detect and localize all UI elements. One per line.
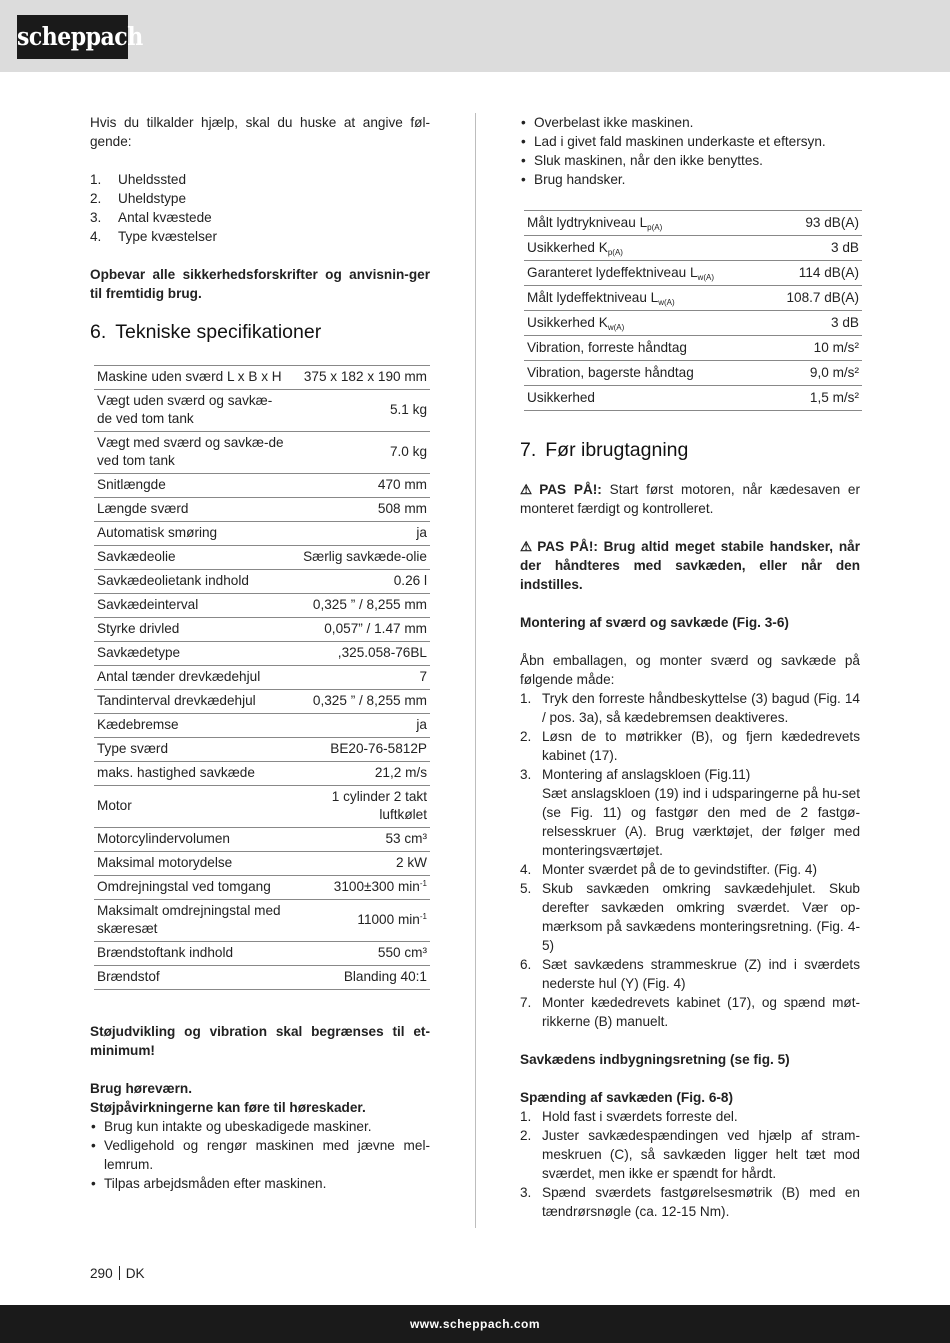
- spec-row: [94, 852, 430, 876]
- bullet-item: • Brug kun intakte og ubeskadigede maskiner.: [90, 1117, 430, 1136]
- spec-value: [290, 852, 430, 876]
- noise-value: 114 dB(A): [764, 261, 862, 286]
- spec-value-text: 508 mm: [377, 501, 427, 516]
- warning-text: Start først motoren, når kædesaven er monteret færdigt og kontrolleret.: [520, 482, 861, 516]
- step-number: 4.: [520, 862, 532, 877]
- step-text: Monter sværdet på de to gevindstifter. (Fig. 4): [542, 862, 818, 877]
- noise-subscript: w(A): [697, 273, 714, 282]
- spec-label: Styrke drivled: [94, 618, 290, 642]
- noise-subscript: p(A): [607, 248, 623, 257]
- spec-value-text: 0,057” / 1.47 mm: [324, 621, 427, 636]
- spec-row: [94, 498, 430, 522]
- left-bullet-list: [90, 1117, 430, 1193]
- chain-direction-heading: Savkædens indbygningsretning (se fig. 5): [520, 1052, 790, 1067]
- noise-label: [524, 336, 764, 361]
- spec-value-text: 550 cm³: [377, 945, 427, 960]
- spec-label: Maksimalt omdrejningstal med skæresæt: [94, 900, 290, 942]
- spec-value: [290, 666, 430, 690]
- keep-instructions-note: Opbevar alle sikkerhedsforskrifter og anvisnin-ger til fremtidig brug.: [90, 267, 430, 301]
- spec-value: [290, 546, 430, 570]
- language-code: DK: [125, 1266, 145, 1281]
- spec-row: [94, 786, 430, 828]
- spec-value-text: Særlig savkæde-olie: [303, 549, 427, 564]
- spec-value-text: ,325.058-76BL: [337, 645, 427, 660]
- hearing-damage-note: Støjpåvirkningerne kan føre til høreskader.: [90, 1100, 366, 1115]
- spec-value: [290, 714, 430, 738]
- header-bar: [0, 0, 950, 72]
- step-number: 2.: [520, 729, 532, 744]
- spec-label: Kædebremse: [94, 714, 290, 738]
- tech-spec-table: [94, 365, 430, 990]
- spec-value-text: BE20-76-5812P: [330, 741, 427, 756]
- noise-value: 108.7 dB(A): [764, 286, 862, 311]
- step-text: Spænd sværdets fastgørelsesmøtrik (B) med en tændrørsnøgle (ca. 12-15 Nm).: [542, 1185, 860, 1219]
- section-7-heading: [520, 437, 860, 463]
- step-number: 2.: [520, 1128, 532, 1143]
- spec-value-text: Blanding 40:1: [343, 969, 427, 984]
- noise-label-text: Usikkerhed: [527, 390, 595, 405]
- noise-label-text: Vibration, bagerste håndtag: [527, 365, 694, 380]
- spec-label: Omdrejningstal ved tomgang: [94, 876, 290, 900]
- right-column: [520, 113, 860, 1221]
- spec-row: [94, 594, 430, 618]
- spec-value-text: 470 mm: [377, 477, 427, 492]
- chain-tension-heading: Spænding af savkæden (Fig. 6-8): [520, 1090, 733, 1105]
- spec-value-text: 375 x 182 x 190 mm: [303, 369, 427, 384]
- spec-value-text: 3100±300 min: [333, 879, 420, 894]
- step-text: Tryk den forreste håndbeskyttelse (3) bagud (Fig. 14 / pos. 3a), så kædebremsen deaktiveres.: [542, 691, 860, 725]
- noise-label-text: Målt lydtrykniveau L: [527, 215, 648, 230]
- spec-row: [94, 828, 430, 852]
- noise-row: [524, 236, 862, 261]
- tension-steps: [520, 1107, 860, 1221]
- spec-label: Motorcylindervolumen: [94, 828, 290, 852]
- noise-row: [524, 336, 862, 361]
- step-number: 7.: [520, 995, 532, 1010]
- noise-label: [524, 386, 764, 411]
- spec-value-text: 7.0 kg: [389, 444, 427, 459]
- spec-value-text: 21,2 m/s: [374, 765, 427, 780]
- help-list-item: [90, 189, 430, 208]
- spec-label: Vægt med sværd og savkæ-de ved tom tank: [94, 432, 290, 474]
- website-url: www.scheppach.com: [409, 1317, 541, 1331]
- spec-row: [94, 690, 430, 714]
- spec-value: [290, 942, 430, 966]
- bullet-item: • Sluk maskinen, når den ikke benyttes.: [520, 151, 860, 170]
- bullet-item: • Tilpas arbejdsmåden efter maskinen.: [90, 1174, 430, 1193]
- spec-value-text: 53 cm³: [385, 831, 427, 846]
- step-detail: Sæt anslagskloen (19) ind i udsparingerne på hu-set (se Fig. 11) og fastgør den med de 2 fastgø-relsesskruer (A). Brug værktøjet, der følger med monteringsværtøjet.: [542, 786, 860, 858]
- spec-value: [290, 642, 430, 666]
- spec-row: [94, 900, 430, 942]
- spec-exponent: -1: [419, 879, 427, 888]
- noise-label: [524, 211, 764, 236]
- spec-value-text: 1 cylinder 2 takt luftkølet: [331, 789, 427, 822]
- noise-value: 1,5 m/s²: [764, 386, 862, 411]
- spec-label: Savkædeolietank indhold: [94, 570, 290, 594]
- noise-label: [524, 361, 764, 386]
- noise-row: [524, 386, 862, 411]
- spec-value: [290, 498, 430, 522]
- spec-row: [94, 876, 430, 900]
- step-text: Løsn de to møtrikker (B), og fjern kædedrevets kabinet (17).: [542, 729, 860, 763]
- bullet-item: • Brug handsker.: [520, 170, 860, 189]
- spec-row: [94, 618, 430, 642]
- section-7-title: Før ibrugtagning: [545, 439, 689, 461]
- mounting-step: [520, 860, 860, 879]
- noise-vibration-note: Støjudvikling og vibration skal begrænses til et-minimum!: [90, 1024, 430, 1058]
- noise-value: 3 dB: [764, 236, 862, 261]
- help-list: [90, 170, 430, 246]
- mounting-step: [520, 689, 860, 727]
- spec-label: Type sværd: [94, 738, 290, 762]
- step-text: Skub savkæden omkring savkædehjulet. Skub derefter savkæden omkring sværdet. Vær op-mærksom på savkædens monteringsretning. (Fig. 4-5): [542, 881, 860, 953]
- spec-value: [290, 474, 430, 498]
- bullet-item: • Overbelast ikke maskinen.: [520, 113, 860, 132]
- spec-value: [290, 618, 430, 642]
- footer-bar: [0, 1305, 950, 1343]
- spec-label: Længde sværd: [94, 498, 290, 522]
- spec-value: [290, 690, 430, 714]
- scheppach-logo: scheppach: [17, 15, 128, 59]
- section-6-number: 6.: [90, 321, 107, 343]
- spec-label: Maksimal motorydelse: [94, 852, 290, 876]
- spec-exponent: -1: [419, 912, 427, 921]
- spec-row: [94, 546, 430, 570]
- step-text: Juster savkædespændingen ved hjælp af stram-meskruen (C), så savkæden ligger helt tæt mod sværdet, men ikke er spændt for hårdt.: [542, 1128, 860, 1181]
- page-number-value: 290: [90, 1266, 113, 1281]
- page-separator: [119, 1266, 120, 1280]
- spec-value-text: 11000 min: [357, 912, 420, 927]
- noise-label: [524, 261, 764, 286]
- spec-value-text: 7: [419, 669, 427, 684]
- step-number: 3.: [520, 767, 532, 782]
- list-number: 1.: [90, 172, 102, 187]
- warning-label: PAS PÅ!:: [539, 482, 602, 497]
- spec-label: Antal tænder drevkædehjul: [94, 666, 290, 690]
- noise-subscript: w(A): [658, 298, 675, 307]
- spec-value-text: ja: [416, 717, 427, 732]
- spec-value: [290, 522, 430, 546]
- spec-value-text: 0.26 l: [393, 573, 427, 588]
- mounting-step: [520, 727, 860, 765]
- mounting-heading: Montering af sværd og savkæde (Fig. 3-6): [520, 615, 789, 630]
- spec-row: [94, 522, 430, 546]
- spec-value: [290, 570, 430, 594]
- step-number: 5.: [520, 881, 532, 896]
- noise-row: [524, 311, 862, 336]
- list-number: 3.: [90, 210, 102, 225]
- spec-value-text: 0,325 ” / 8,255 mm: [312, 597, 427, 612]
- noise-label-text: Vibration, forreste håndtag: [527, 340, 687, 355]
- noise-vibration-table: [524, 210, 862, 411]
- spec-label: maks. hastighed savkæde: [94, 762, 290, 786]
- noise-row: [524, 361, 862, 386]
- spec-value-text: 5.1 kg: [389, 402, 427, 417]
- spec-value: [290, 876, 430, 900]
- tension-step: [520, 1183, 860, 1221]
- spec-label: Brændstoftank indhold: [94, 942, 290, 966]
- step-number: 3.: [520, 1185, 532, 1200]
- spec-value: [290, 738, 430, 762]
- noise-value: 10 m/s²: [764, 336, 862, 361]
- spec-row: [94, 432, 430, 474]
- warning-start-motor: [520, 480, 860, 518]
- spec-row: [94, 942, 430, 966]
- list-text: Antal kvæstede: [118, 210, 212, 225]
- help-list-item: [90, 227, 430, 246]
- hearing-protection-note: Brug høreværn.: [90, 1081, 192, 1096]
- spec-value-text: ja: [416, 525, 427, 540]
- spec-value: [290, 390, 430, 432]
- spec-row: [94, 366, 430, 390]
- spec-value: [290, 900, 430, 942]
- spec-row: [94, 738, 430, 762]
- step-number: 1.: [520, 691, 532, 706]
- spec-row: [94, 474, 430, 498]
- spec-row: [94, 642, 430, 666]
- noise-label: [524, 286, 764, 311]
- column-divider: [475, 113, 476, 1228]
- help-intro: Hvis du tilkalder hjælp, skal du huske at angive føl-gende:: [90, 115, 430, 149]
- mounting-step: [520, 879, 860, 955]
- spec-row: [94, 570, 430, 594]
- spec-value: [290, 432, 430, 474]
- spec-value: [290, 594, 430, 618]
- spec-value-text: 0,325 ” / 8,255 mm: [312, 693, 427, 708]
- step-text: Sæt savkædens strammeskrue (Z) ind i sværdets nederste hul (Y) (Fig. 4): [542, 957, 860, 991]
- noise-row: [524, 261, 862, 286]
- step-text: Montering af anslagskloen (Fig.11): [542, 767, 751, 782]
- spec-row: [94, 966, 430, 990]
- noise-label-text: Usikkerhed K: [527, 240, 608, 255]
- tension-step: [520, 1126, 860, 1183]
- spec-label: Motor: [94, 786, 290, 828]
- mounting-step: [520, 765, 860, 860]
- bullet-item: • Lad i givet fald maskinen underkaste et eftersyn.: [520, 132, 860, 151]
- right-bullet-list: [520, 113, 860, 189]
- mounting-step: [520, 993, 860, 1031]
- section-7-number: 7.: [520, 439, 537, 461]
- noise-value: 93 dB(A): [764, 211, 862, 236]
- spec-row: [94, 390, 430, 432]
- noise-label: [524, 311, 764, 336]
- warning-gloves-text: PAS PÅ!: Brug altid meget stabile handsker, når der håndteres med savkæden, eller når den indstilles.: [520, 539, 860, 592]
- step-text: Hold fast i sværdets forreste del.: [542, 1109, 738, 1124]
- spec-label: Savkædetype: [94, 642, 290, 666]
- mounting-intro: Åbn emballagen, og monter sværd og savkæde på følgende måde:: [520, 653, 860, 687]
- mounting-step: [520, 955, 860, 993]
- spec-value-text: 2 kW: [396, 855, 427, 870]
- help-list-item: [90, 170, 430, 189]
- spec-value: [290, 762, 430, 786]
- list-text: Uheldstype: [118, 191, 187, 206]
- step-number: 1.: [520, 1109, 532, 1124]
- spec-value: [290, 966, 430, 990]
- spec-value: [290, 828, 430, 852]
- bullet-item: • Vedligehold og rengør maskinen med jævne mel-lemrum.: [90, 1136, 430, 1174]
- left-column: [90, 113, 430, 1193]
- noise-subscript: p(A): [647, 223, 663, 232]
- noise-value: 3 dB: [764, 311, 862, 336]
- list-text: Type kvæstelser: [118, 229, 217, 244]
- list-number: 2.: [90, 191, 102, 206]
- noise-label-text: Målt lydeffektniveau L: [527, 290, 659, 305]
- spec-label: Tandinterval drevkædehjul: [94, 690, 290, 714]
- spec-row: [94, 762, 430, 786]
- spec-label: Savkædeinterval: [94, 594, 290, 618]
- warning-gloves: [520, 537, 860, 594]
- page-number: [90, 1264, 145, 1283]
- spec-label: Vægt uden sværd og savkæ-de ved tom tank: [94, 390, 290, 432]
- list-number: 4.: [90, 229, 102, 244]
- warning-icon: ⚠: [520, 482, 537, 497]
- spec-label: Brændstof: [94, 966, 290, 990]
- spec-label: Savkædeolie: [94, 546, 290, 570]
- section-6-title: Tekniske specifikationer: [115, 321, 322, 343]
- noise-label-text: Usikkerhed K: [527, 315, 608, 330]
- spec-label: Snitlængde: [94, 474, 290, 498]
- step-number: 6.: [520, 957, 532, 972]
- warning-icon: ⚠: [520, 539, 535, 554]
- spec-row: [94, 714, 430, 738]
- noise-label-text: Garanteret lydeffektniveau L: [527, 265, 698, 280]
- spec-value: [290, 786, 430, 828]
- noise-label: [524, 236, 764, 261]
- list-text: Uheldssted: [118, 172, 187, 187]
- noise-subscript: w(A): [607, 323, 625, 332]
- spec-label: Automatisk smøring: [94, 522, 290, 546]
- step-text: Monter kædedrevets kabinet (17), og spænd møt-rikkerne (B) manuelt.: [542, 995, 860, 1029]
- noise-row: [524, 211, 862, 236]
- spec-label: Maskine uden sværd L x B x H: [94, 366, 290, 390]
- help-list-item: [90, 208, 430, 227]
- spec-row: [94, 666, 430, 690]
- noise-value: 9,0 m/s²: [764, 361, 862, 386]
- section-6-heading: [90, 319, 430, 345]
- spec-value: [290, 366, 430, 390]
- tension-step: [520, 1107, 860, 1126]
- mounting-steps: [520, 689, 860, 1031]
- noise-row: [524, 286, 862, 311]
